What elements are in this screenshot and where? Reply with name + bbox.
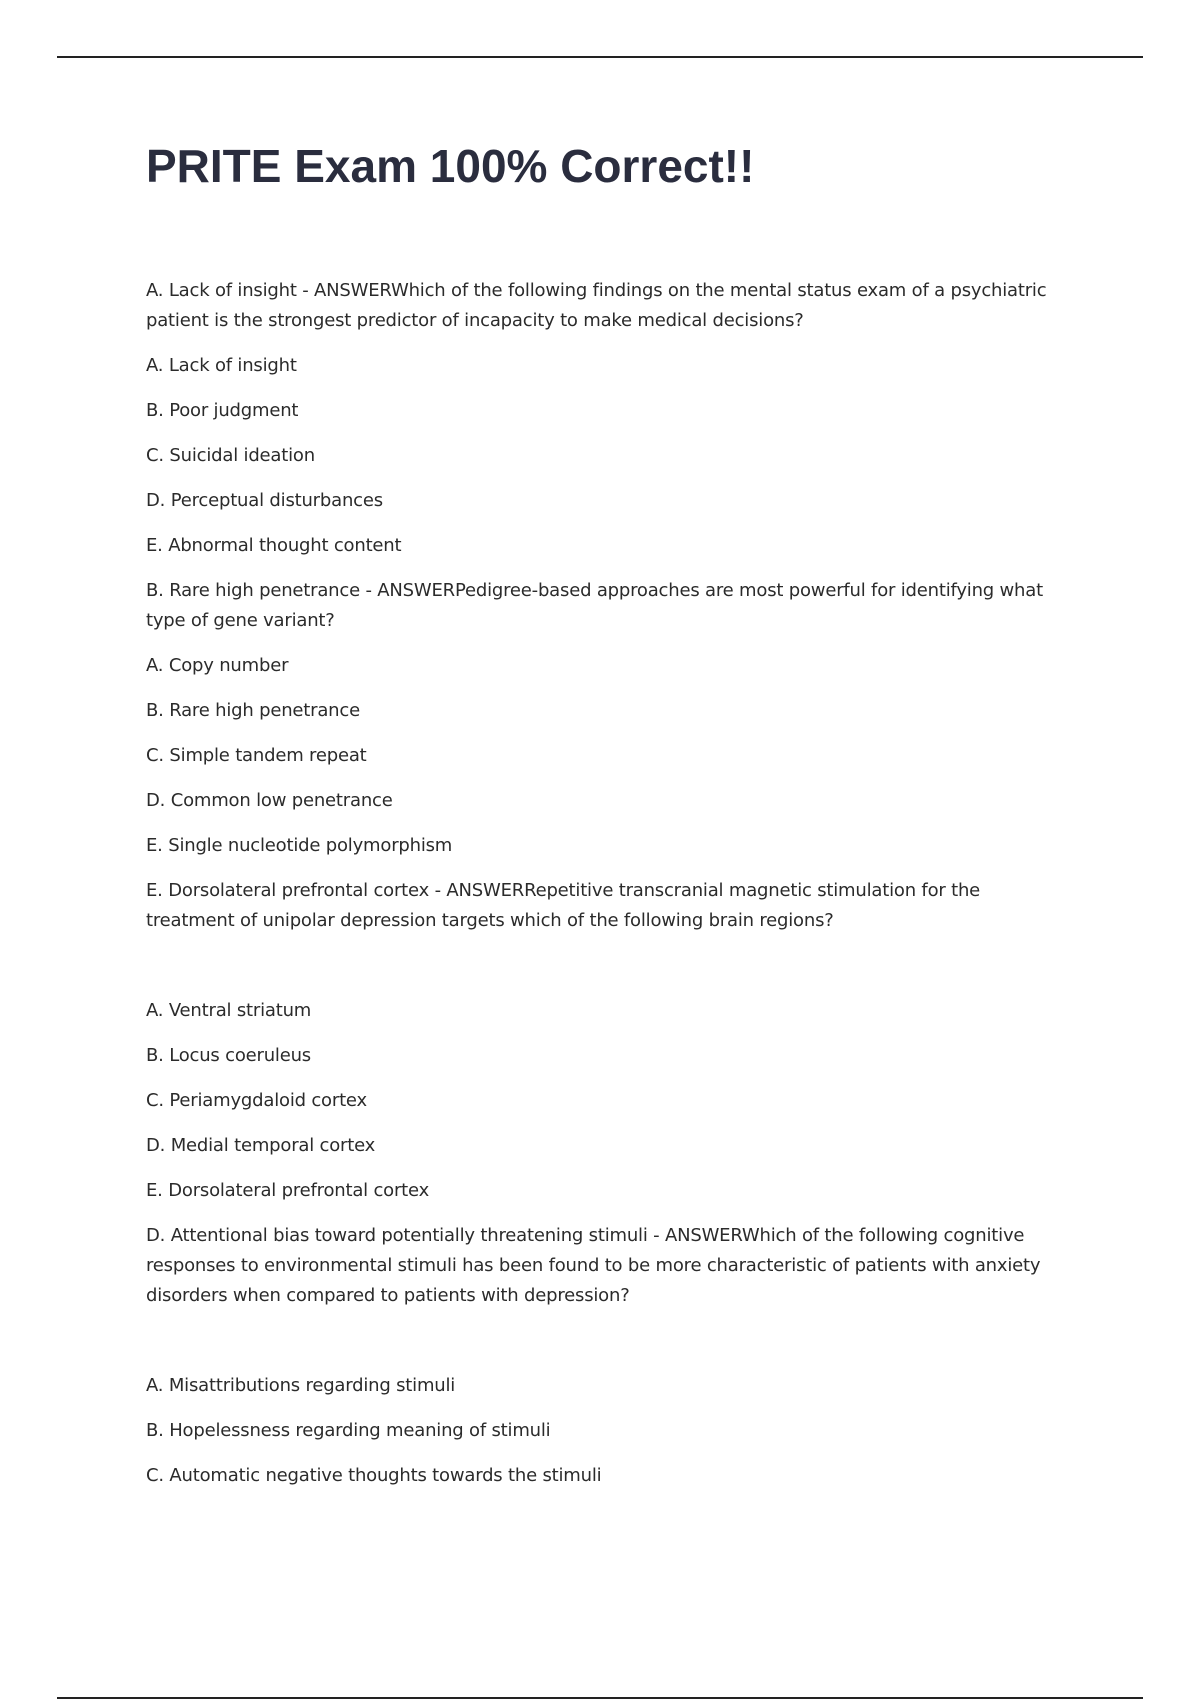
- answer-option: B. Poor judgment: [146, 399, 299, 421]
- answer-option: C. Suicidal ideation: [146, 444, 315, 466]
- answer-option: D. Medial temporal cortex: [146, 1134, 376, 1156]
- answer-option: E. Single nucleotide polymorphism: [146, 834, 453, 856]
- question-text: A. Lack of insight - ANSWERWhich of the following findings on the mental status exam of a psychiatric patient is the strongest predictor of incapacity to make medical decisions?: [146, 279, 1047, 331]
- answer-option: D. Common low penetrance: [146, 789, 393, 811]
- answer-option: C. Automatic negative thoughts towards the stimuli: [146, 1464, 602, 1486]
- answer-option: C. Simple tandem repeat: [146, 744, 367, 766]
- header-rule: [57, 56, 1143, 58]
- answer-option: C. Periamygdaloid cortex: [146, 1089, 367, 1111]
- answer-option: A. Copy number: [146, 654, 289, 676]
- document-page: [146, 140, 1066, 1506]
- answer-option: A. Ventral striatum: [146, 999, 312, 1021]
- document-title: PRITE Exam 100% Correct!!: [146, 140, 755, 192]
- question-text: E. Dorsolateral prefrontal cortex - ANSWERRepetitive transcranial magnetic stimulation for the treatment of unipolar depression targets which of the following brain regions?: [146, 879, 981, 931]
- answer-option: A. Misattributions regarding stimuli: [146, 1374, 456, 1396]
- question-list: [146, 276, 1066, 1491]
- answer-option: B. Locus coeruleus: [146, 1044, 311, 1066]
- answer-option: E. Abnormal thought content: [146, 534, 402, 556]
- question-text: D. Attentional bias toward potentially threatening stimuli - ANSWERWhich of the following cognitive responses to environmental stimuli has been found to be more characteristic of patients with anxiety disorders when compared to patients with depression?: [146, 1224, 1041, 1306]
- answer-option: E. Dorsolateral prefrontal cortex: [146, 1179, 430, 1201]
- answer-option: D. Perceptual disturbances: [146, 489, 383, 511]
- footer-rule: [57, 1697, 1143, 1699]
- answer-option: A. Lack of insight: [146, 354, 297, 376]
- answer-option: B. Rare high penetrance: [146, 699, 360, 721]
- answer-option: B. Hopelessness regarding meaning of stimuli: [146, 1419, 551, 1441]
- question-text: B. Rare high penetrance - ANSWERPedigree-based approaches are most powerful for identifying what type of gene variant?: [146, 579, 1043, 631]
